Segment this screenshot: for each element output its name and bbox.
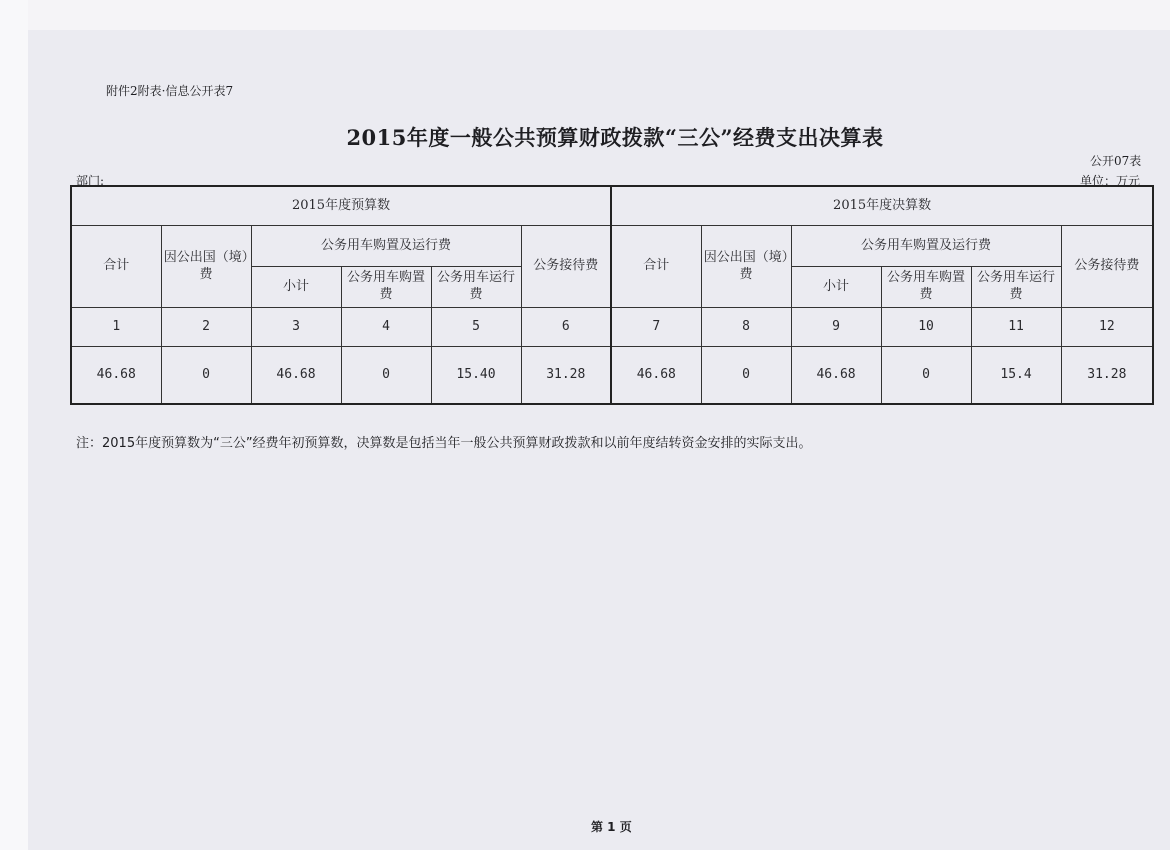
- final-vehicle-purchase-value: 0: [881, 347, 971, 405]
- unit-label: 单位：万元: [1080, 174, 1141, 188]
- final-overseas-value: 0: [701, 347, 791, 405]
- budget-total-value: 46.68: [71, 347, 161, 405]
- final-subtotal-header: 小计: [791, 267, 881, 308]
- final-reception-value: 31.28: [1061, 347, 1153, 405]
- column-number: 3: [251, 308, 341, 347]
- budget-subtotal-value: 46.68: [251, 347, 341, 405]
- column-number: 11: [971, 308, 1061, 347]
- final-vehicle-group-header: 公务用车购置及运行费: [791, 226, 1061, 267]
- final-vehicle-operation-header: 公务用车运行费: [971, 267, 1061, 308]
- attachment-label: 附件2附表·信息公开表7: [106, 84, 234, 98]
- budget-vehicle-group-header: 公务用车购置及运行费: [251, 226, 521, 267]
- budget-vehicle-operation-value: 15.40: [431, 347, 521, 405]
- budget-subtotal-header: 小计: [251, 267, 341, 308]
- column-number: 8: [701, 308, 791, 347]
- budget-overseas-header: 因公出国（境）费: [161, 226, 251, 308]
- column-number: 10: [881, 308, 971, 347]
- expenditure-table: [70, 185, 1154, 405]
- column-number: 2: [161, 308, 251, 347]
- page-number: 第 1 页: [591, 820, 632, 834]
- budget-total-header: 合计: [71, 226, 161, 308]
- final-overseas-header: 因公出国（境）费: [701, 226, 791, 308]
- form-number: 公开07表: [1090, 154, 1142, 168]
- column-number: 5: [431, 308, 521, 347]
- column-number: 4: [341, 308, 431, 347]
- department-label: 部门:: [76, 174, 105, 188]
- column-number: 1: [71, 308, 161, 347]
- final-total-value: 46.68: [611, 347, 701, 405]
- final-group-header: 2015年度决算数: [611, 186, 1153, 226]
- page-title: 2015年度一般公共预算财政拨款“三公”经费支出决算表: [346, 125, 884, 150]
- budget-vehicle-operation-header: 公务用车运行费: [431, 267, 521, 308]
- final-vehicle-purchase-header: 公务用车购置费: [881, 267, 971, 308]
- final-total-header: 合计: [611, 226, 701, 308]
- footnote: 注：2015年度预算数为“三公”经费年初预算数，决算数是包括当年一般公共预算财政拨款和以前年度结转资金安排的实际支出。: [76, 436, 812, 451]
- column-number: 7: [611, 308, 701, 347]
- budget-vehicle-purchase-header: 公务用车购置费: [341, 267, 431, 308]
- column-number: 6: [521, 308, 611, 347]
- budget-vehicle-purchase-value: 0: [341, 347, 431, 405]
- budget-group-header: 2015年度预算数: [71, 186, 611, 226]
- final-subtotal-value: 46.68: [791, 347, 881, 405]
- column-number: 12: [1061, 308, 1153, 347]
- column-number-row: [71, 308, 1153, 347]
- budget-reception-value: 31.28: [521, 347, 611, 405]
- value-row: [71, 347, 1153, 405]
- column-number: 9: [791, 308, 881, 347]
- final-vehicle-operation-value: 15.4: [971, 347, 1061, 405]
- budget-overseas-value: 0: [161, 347, 251, 405]
- final-reception-header: 公务接待费: [1061, 226, 1153, 308]
- budget-reception-header: 公务接待费: [521, 226, 611, 308]
